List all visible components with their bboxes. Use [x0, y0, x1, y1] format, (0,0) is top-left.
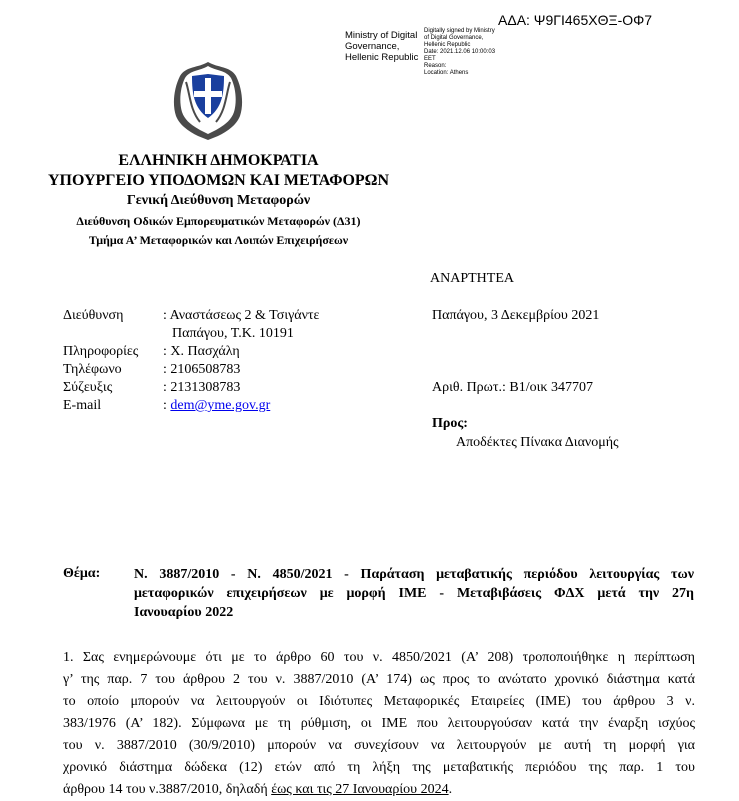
subject-line: Ιανουαρίου 2022	[134, 605, 234, 620]
posting-note: ΑΝΑΡΤΗΤΕΑ	[430, 271, 514, 286]
info-label: Πληροφορίες	[63, 344, 139, 359]
email-label: E-mail	[63, 398, 102, 413]
subject-line: Ν. 3887/2010 - Ν. 4850/2021 - Παράταση μεταβατικής περιόδου λειτουργίας των	[134, 567, 694, 582]
signature-meta-line: Date: 2021.12.06 10:00:03	[424, 49, 496, 55]
body-last-suffix: .	[448, 782, 453, 797]
body-paragraph	[63, 647, 695, 801]
protocol-number: Αριθ. Πρωτ.: Β1/οικ 347707	[432, 380, 593, 395]
hellenic-coat-of-arms-icon	[172, 60, 244, 142]
body-line-last	[63, 779, 695, 801]
body-line: χρονικό διάστημα δώδεκα (12) ετών από τη λήξη της μεταβατικής περιόδου της παρ. 1 του	[63, 760, 695, 775]
recipients-value: Αποδέκτες Πίνακα Διανομής	[456, 435, 619, 450]
address-line-1: : Αναστάσεως 2 & Τσιγάντε	[163, 308, 320, 323]
address-line-2: Παπάγου, Τ.Κ. 10191	[172, 326, 294, 341]
phone-label: Τηλέφωνο	[63, 362, 122, 377]
email-link[interactable]: dem@yme.gov.gr	[170, 398, 271, 413]
header-department: Τμήμα Α’ Μεταφορικών και Λοιπών Επιχειρήσεων	[88, 233, 349, 247]
signature-meta	[424, 28, 495, 77]
header-general-directorate: Γενική Διεύθυνση Μεταφορών	[126, 193, 311, 208]
phone-value: : 2106508783	[163, 362, 241, 377]
email-row	[163, 398, 270, 414]
place-date: Παπάγου, 3 Δεκεμβρίου 2021	[432, 308, 600, 323]
signature-meta-line: Reason:	[424, 63, 447, 69]
address-label: Διεύθυνση	[63, 308, 124, 323]
body-line: γ’ της παρ. 7 του άρθρου 2 του ν. 3887/2010 (Α’ 174) ως προς το ανώτατο χρονικό διάστημα κατά	[63, 672, 695, 687]
syzefxis-label: Σύζευξις	[63, 380, 113, 395]
signature-signer-line: Ministry of Digital	[345, 30, 418, 41]
recipients-label: Προς:	[432, 416, 468, 431]
body-deadline-highlight: έως και τις 27 Ιανουαρίου 2024	[271, 782, 449, 797]
body-line: 383/1976 (Α’ 182). Σύμφωνα με τη ρύθμιση, οι ΙΜΕ που λειτουργούσαν κατά την έναρξη ισχύος	[63, 716, 695, 731]
subject-line: μεταφορικών επιχειρήσεων με μορφή ΙΜΕ - Μεταβιβάσεις ΦΔΧ μετά την 27η	[134, 586, 694, 601]
body-line: του ν. 3887/2010 (30/9/2010) μπορούν να συνεχίσουν να λειτουργούν με αυτή τη μορφή για	[63, 738, 695, 753]
header-republic: ΕΛΛΗΝΙΚΗ ΔΗΜΟΚΡΑΤΙΑ	[118, 152, 319, 169]
signature-signer	[345, 30, 418, 63]
signature-meta-line: Hellenic Republic	[424, 42, 471, 48]
header-ministry: ΥΠΟΥΡΓΕΙΟ ΥΠΟΔΟΜΩΝ ΚΑΙ ΜΕΤΑΦΟΡΩΝ	[47, 172, 390, 189]
signature-meta-line: of Digital Governance,	[424, 35, 484, 41]
header-directorate: Διεύθυνση Οδικών Εμπορευματικών Μεταφορών (Δ31)	[76, 214, 361, 228]
body-last-prefix: άρθρου 14 του ν.3887/2010, δηλαδή	[63, 782, 272, 797]
subject-label: Θέμα:	[63, 566, 101, 581]
subject-text	[134, 565, 694, 622]
body-line: το οποίο μπορούν να λειτουργούν οι Ιδιότυπες Μεταφορικές Εταιρείες (ΙΜΕ) του άρθρου 3 ν.	[63, 694, 695, 709]
signature-meta-line: EET	[424, 56, 436, 62]
ada-code: ΑΔΑ: Ψ9ΓΙ465ΧΘΞ-ΟΦ7	[498, 12, 653, 28]
info-value: : Χ. Πασχάλη	[163, 344, 240, 359]
syzefxis-value: : 2131308783	[163, 380, 241, 395]
signature-meta-line: Digitally signed by Ministry	[424, 28, 495, 34]
body-line: 1. Σας ενημερώνουμε ότι με το άρθρο 60 του ν. 4850/2021 (Α’ 208) τροποποιήθηκε η περίπτωση	[63, 650, 695, 665]
signature-signer-line: Hellenic Republic	[345, 52, 419, 63]
email-colon: :	[163, 398, 167, 413]
signature-signer-line: Governance,	[345, 41, 400, 52]
signature-meta-line: Location: Athens	[424, 70, 469, 76]
